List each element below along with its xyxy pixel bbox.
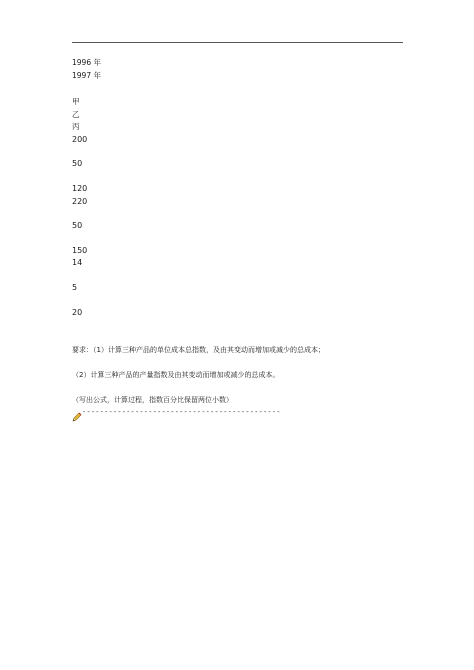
- value-6: 150: [72, 246, 88, 255]
- value-5: 50: [72, 221, 83, 230]
- header-rule: [72, 42, 403, 43]
- value-3: 120: [72, 184, 88, 193]
- value-4: 220: [72, 197, 88, 206]
- requirement-hint: （写出公式，计算过程，指数百分比保留两位小数）: [72, 396, 233, 404]
- value-1: 200: [72, 135, 88, 144]
- value-2: 50: [72, 159, 83, 168]
- dashed-separator: ---------------------------------------------: [82, 408, 281, 416]
- value-9: 20: [72, 308, 83, 317]
- requirement-1: 要求：（1）计算三种产品的单位成本总指数，及由其变动而增加或减少的总成本；: [72, 346, 325, 354]
- product-jia: 甲: [72, 97, 80, 106]
- product-yi: 乙: [72, 110, 80, 119]
- pencil-icon: [72, 407, 82, 417]
- requirement-2: （2）计算三种产品的产量指数及由其变动而增加或减少的总成本。: [72, 371, 280, 379]
- value-7: 14: [72, 258, 83, 267]
- product-bing: 丙: [72, 122, 80, 131]
- value-8: 5: [72, 283, 78, 292]
- year-1996: 1996 年: [72, 58, 101, 67]
- year-1997: 1997 年: [72, 71, 101, 80]
- separator-row: [72, 407, 281, 417]
